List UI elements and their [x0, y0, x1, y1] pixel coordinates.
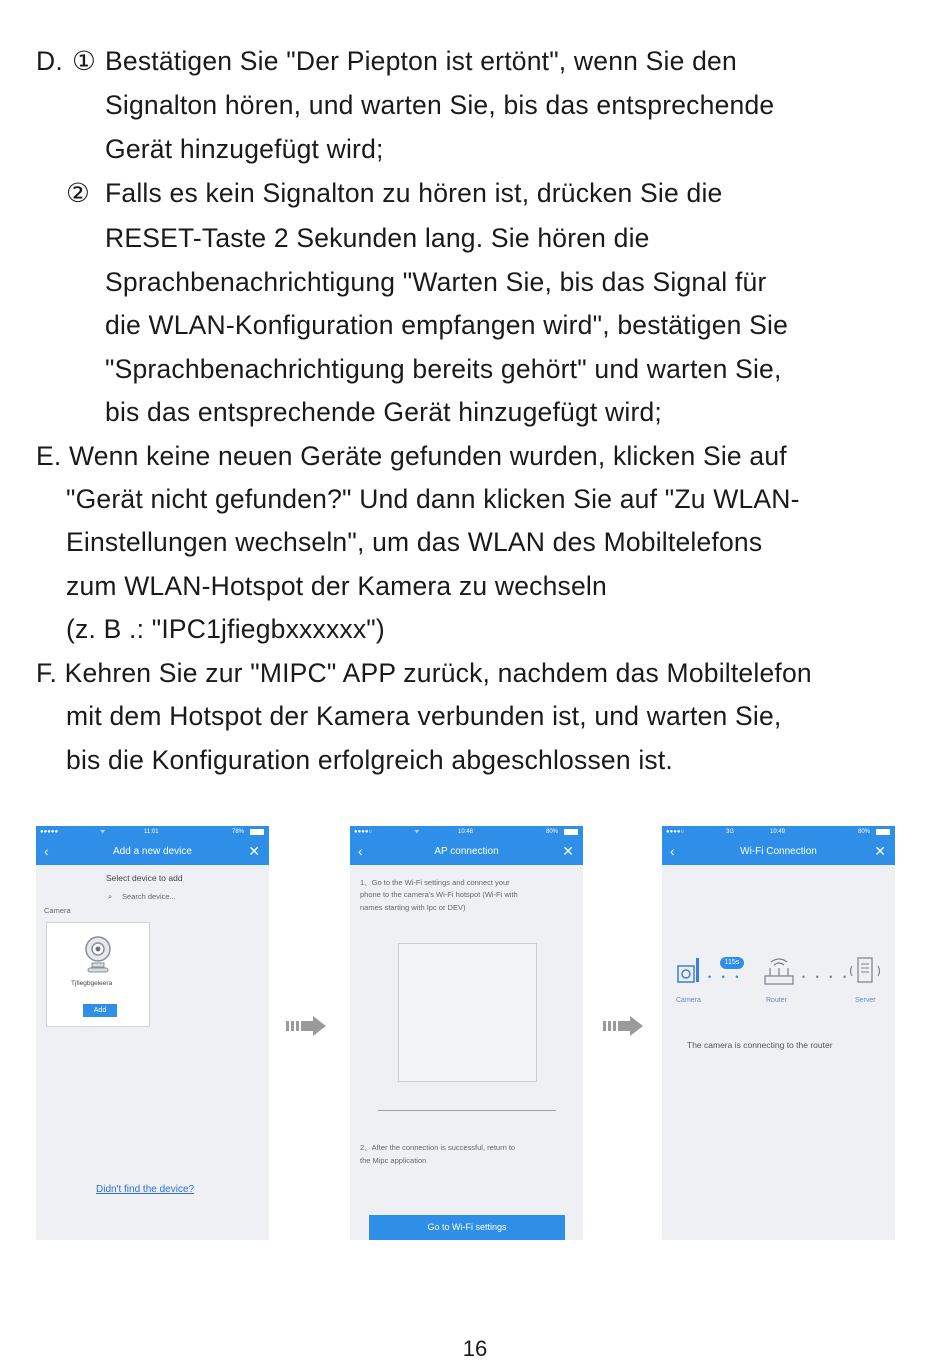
- clock: 11:01: [144, 829, 159, 835]
- status-bar: [350, 826, 583, 838]
- signal-indicator: ●●●●○: [666, 829, 685, 835]
- close-icon[interactable]: ✕: [562, 843, 574, 859]
- e-line: Einstellungen wechseln", um das WLAN des Mobiltelefons: [66, 527, 763, 557]
- page-number: 16: [462, 1336, 488, 1361]
- f-line: bis die Konfiguration erfolgreich abgeschlossen ist.: [66, 745, 673, 775]
- d1-line: Bestätigen Sie "Der Piepton ist ertönt", wenn Sie den: [105, 46, 737, 76]
- status-bar: [36, 826, 269, 838]
- select-device-text: Select device to add: [106, 873, 183, 883]
- router-icon: [762, 954, 796, 988]
- e-line: E. Wenn keine neuen Geräte gefunden wurden, klicken Sie auf: [36, 441, 787, 471]
- screen-wifi-connection: [662, 826, 895, 1240]
- d2-line: Falls es kein Signalton zu hören ist, drücken Sie die: [105, 178, 723, 208]
- battery-icon: [876, 829, 890, 835]
- search-icon: ⌕: [108, 892, 113, 901]
- search-status-text: Search device...: [122, 892, 176, 901]
- e-line: "Gerät nicht gefunden?" Und dann klicken Sie auf "Zu WLAN-: [66, 484, 800, 514]
- back-icon[interactable]: ‹: [358, 843, 363, 859]
- network-type: 3G: [726, 829, 735, 835]
- screen-title: AP connection: [434, 846, 499, 857]
- divider: [378, 1110, 556, 1111]
- connection-dots: • • •: [708, 972, 743, 982]
- device-card[interactable]: [46, 922, 150, 1027]
- camera-label: Camera: [676, 997, 701, 1004]
- close-icon[interactable]: ✕: [248, 843, 260, 859]
- camera-device-icon: [676, 956, 704, 986]
- clock: 10:49: [770, 829, 786, 835]
- f-line: mit dem Hotspot der Kamera verbunden ist, und warten Sie,: [66, 701, 782, 731]
- arrow-right-icon: [286, 1016, 330, 1036]
- f-line: F. Kehren Sie zur "MIPC" APP zurück, nachdem das Mobiltelefon: [36, 658, 812, 688]
- step-1-text: 1、Go to the Wi-Fi settings and connect your: [360, 878, 510, 887]
- battery-level: 80%: [546, 829, 559, 835]
- screen-title: Wi-Fi Connection: [740, 846, 817, 857]
- step-2-marker: ②: [66, 178, 90, 208]
- wifi-icon: ᯤ: [414, 829, 420, 835]
- screen-title: Add a new device: [113, 846, 192, 857]
- timer-badge: 115s: [720, 957, 744, 969]
- d2-line: bis das entsprechende Gerät hinzugefügt wird;: [105, 397, 662, 427]
- connection-dots: • • • •: [802, 972, 851, 982]
- step-2-text: the Mipc application: [360, 1156, 427, 1165]
- app-bar: [36, 838, 269, 865]
- d2-line: Sprachbenachrichtigung "Warten Sie, bis das Signal für: [105, 267, 767, 297]
- signal-indicator: ●●●●●: [40, 829, 59, 835]
- signal-indicator: ●●●●○: [354, 829, 373, 835]
- step-2-text: 2、After the connection is successful, return to: [360, 1143, 516, 1152]
- status-bar: [662, 826, 895, 838]
- server-label: Server: [855, 997, 876, 1004]
- camera-icon: [83, 935, 113, 975]
- e-line: (z. B .: "IPC1jfiegbxxxxxx"): [66, 614, 385, 644]
- didnt-find-device-link[interactable]: Didn't find the device?: [96, 1184, 195, 1195]
- screen-ap-connection: [350, 826, 583, 1240]
- step-1-text: names starting with Ipc or DEV): [360, 903, 466, 912]
- wifi-icon: ᯤ: [100, 829, 106, 835]
- arrow-right-icon: [603, 1016, 647, 1036]
- router-label: Router: [766, 997, 788, 1004]
- battery-icon: [564, 829, 578, 835]
- app-bar: [662, 838, 895, 865]
- step-1-marker: ①: [72, 46, 96, 76]
- screen-add-device: [36, 826, 269, 1240]
- d2-line: die WLAN-Konfiguration empfangen wird", bestätigen Sie: [105, 310, 789, 340]
- back-icon[interactable]: ‹: [670, 843, 675, 859]
- step-1-text: phone to the camera's Wi-Fi hotspot (Wi-Fi with: [360, 890, 518, 899]
- add-device-button[interactable]: Add: [83, 1004, 117, 1017]
- server-icon: [848, 956, 882, 986]
- camera-section-label: Camera: [44, 906, 71, 915]
- d2-line: "Sprachbenachrichtigung bereits gehört" und warten Sie,: [105, 354, 782, 384]
- go-to-wifi-settings-button[interactable]: Go to Wi-Fi settings: [369, 1215, 565, 1240]
- device-name: Tjfiegbgeleera: [71, 980, 113, 987]
- battery-icon: [250, 829, 264, 835]
- battery-level: 80%: [858, 829, 871, 835]
- d1-line: Gerät hinzugefügt wird;: [105, 134, 384, 164]
- instruction-image-placeholder: [398, 943, 537, 1082]
- d1-line: Signalton hören, und warten Sie, bis das entsprechende: [105, 90, 775, 120]
- close-icon[interactable]: ✕: [874, 843, 886, 859]
- e-line: zum WLAN-Hotspot der Kamera zu wechseln: [66, 571, 607, 601]
- connection-status-text: The camera is connecting to the router: [687, 1040, 833, 1050]
- app-bar: [350, 838, 583, 865]
- d2-line: RESET-Taste 2 Sekunden lang. Sie hören die: [105, 223, 650, 253]
- section-d-label: D.: [36, 46, 63, 76]
- back-icon[interactable]: ‹: [44, 843, 49, 859]
- battery-level: 78%: [232, 829, 245, 835]
- clock: 10:48: [458, 829, 474, 835]
